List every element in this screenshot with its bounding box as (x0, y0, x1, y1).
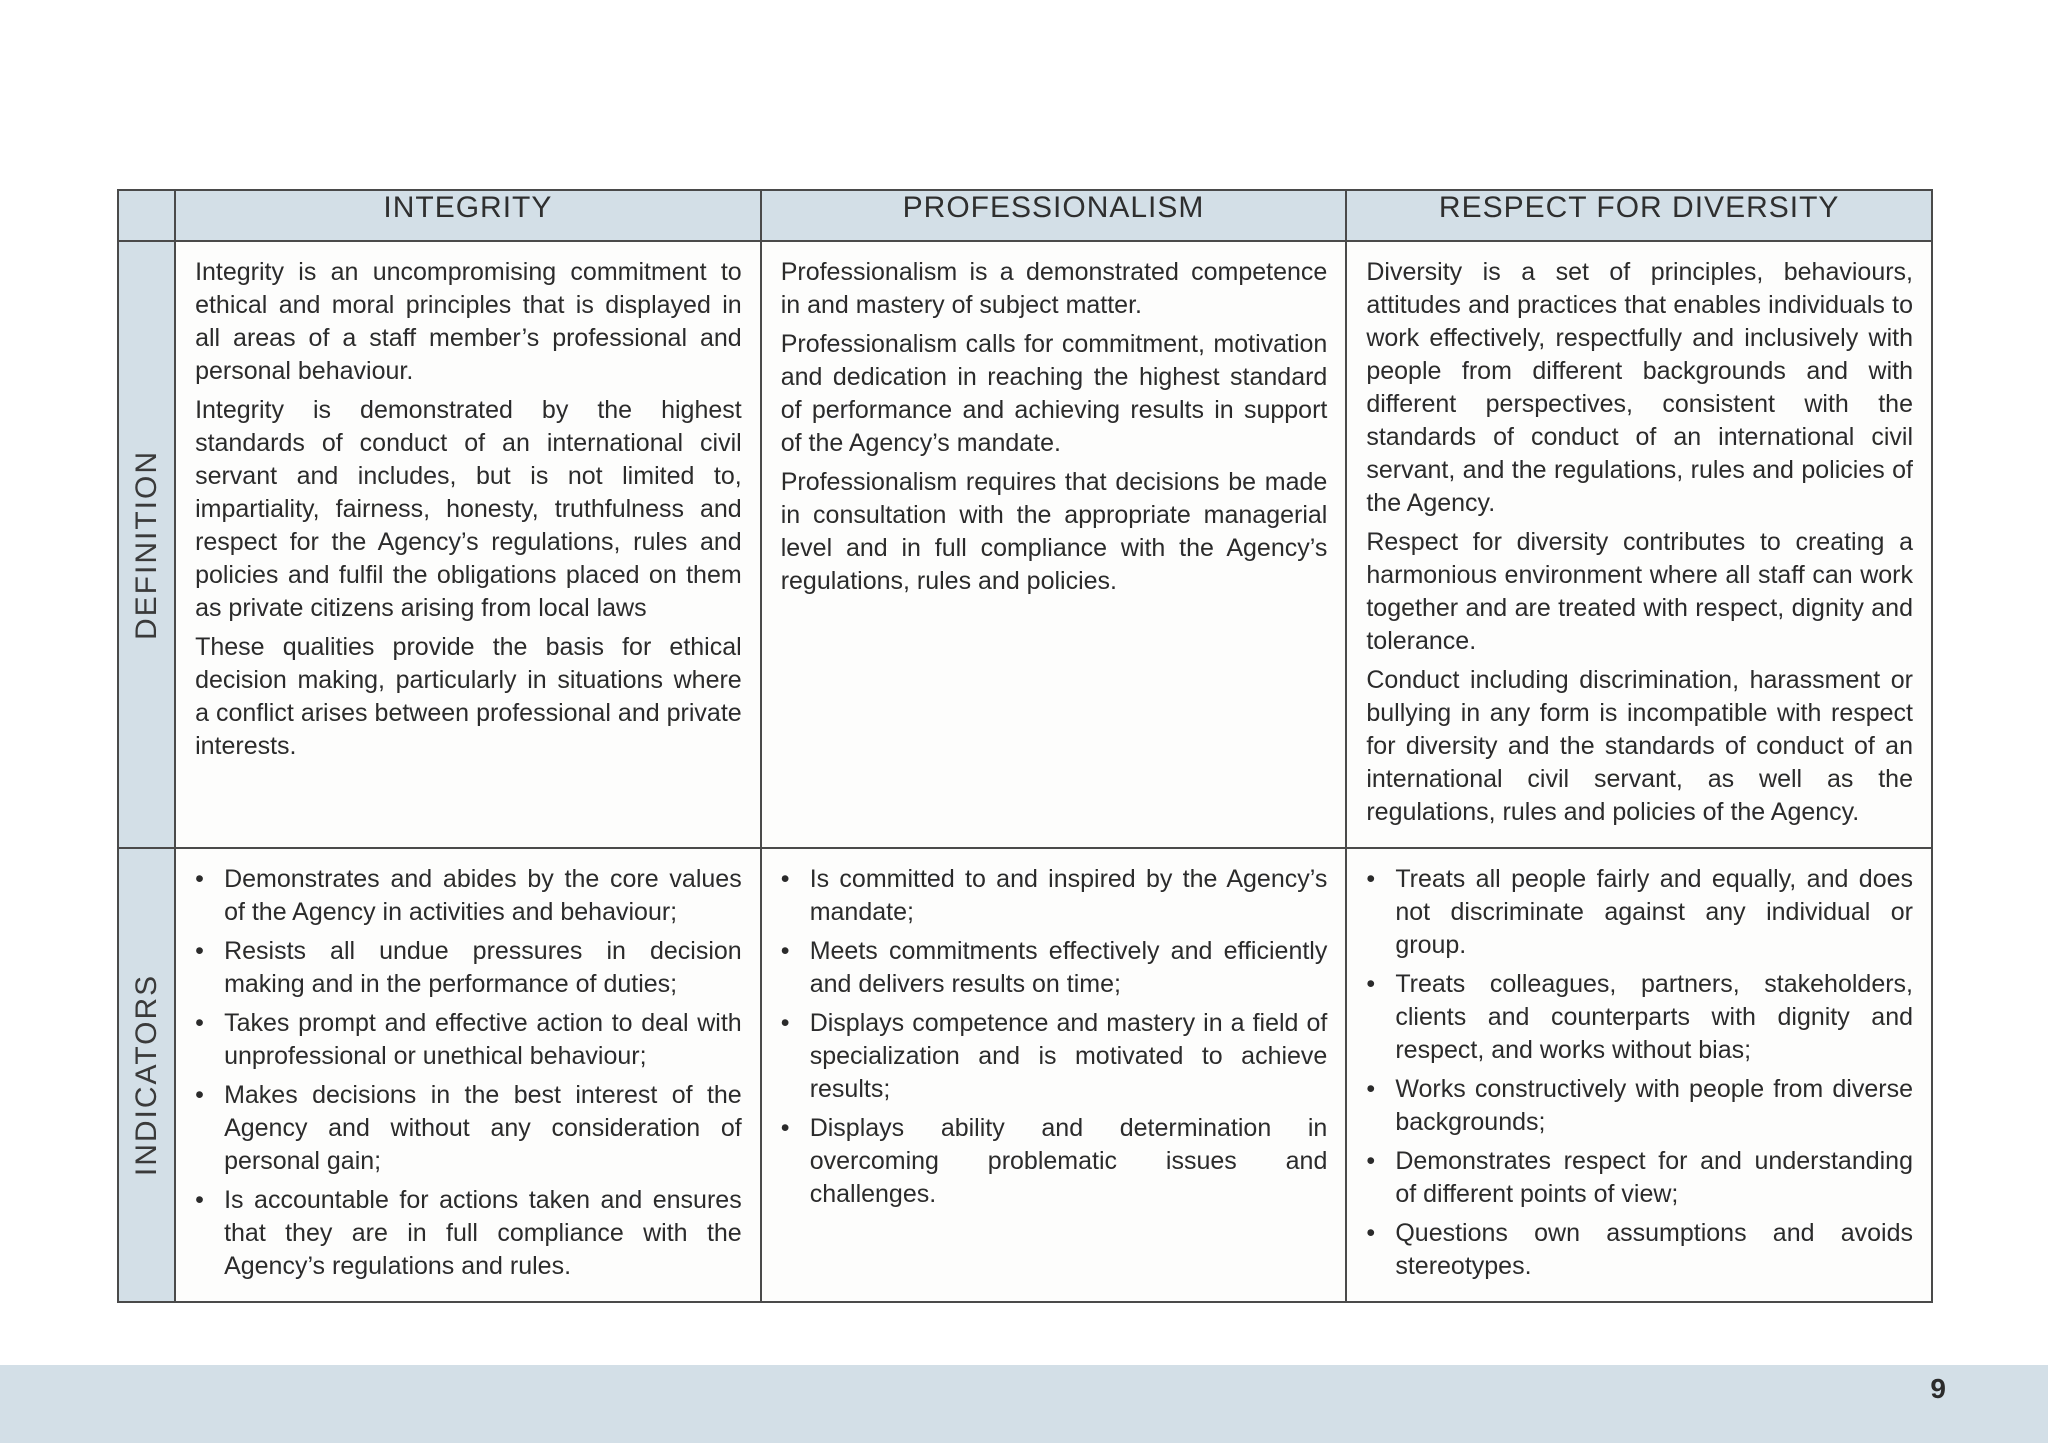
list-item-text: Makes decisions in the best interest of the Agency and without any consideration of personal gain; (224, 1081, 742, 1175)
list-item (1366, 968, 1913, 1067)
list-item (781, 863, 1328, 929)
bullet-icon: • (1366, 1219, 1376, 1247)
list-item-text: Treats all people fairly and equally, and does not discriminate against any individual or group. (1395, 865, 1913, 959)
list-item (195, 1079, 742, 1178)
list-item (1366, 1145, 1913, 1211)
indicators-diversity-list (1366, 863, 1913, 1283)
definition-row (118, 241, 1932, 848)
bullet-icon: • (195, 865, 204, 893)
list-item (195, 1007, 742, 1073)
list-item-text: Demonstrates respect for and understanding of different points of view; (1395, 1147, 1913, 1208)
indicators-diversity-cell (1346, 848, 1932, 1302)
bullet-icon: • (195, 1186, 204, 1214)
header-corner (118, 190, 175, 241)
header-row (118, 190, 1932, 241)
bullet-icon: • (1366, 865, 1376, 893)
bullet-icon: • (780, 1009, 790, 1037)
list-item-text: Meets commitments effectively and efficiently and delivers results on time; (809, 937, 1328, 998)
list-item-text: Treats colleagues, partners, stakeholders, clients and counterparts with dignity and respect, and works without bias; (1395, 970, 1913, 1064)
list-item-text: Takes prompt and effective action to deal with unprofessional or unethical behaviour; (224, 1009, 742, 1070)
definition-integrity-paragraph: These qualities provide the basis for ethical decision making, particularly in situations where a conflict arises between professional and private interests. (195, 633, 742, 760)
list-item-text: Is committed to and inspired by the Agency’s mandate; (809, 865, 1328, 926)
definition-integrity-paragraph: Integrity is demonstrated by the highest standards of conduct of an international civil servant and includes, but is not limited to, impartiality, fairness, honesty, truthfulness and respect for the Agency’s regulations, rules and policies and fulfil the obligations placed on them as private citizens arising from local laws (195, 396, 742, 622)
competency-table (117, 189, 1933, 1303)
definition-row-label-cell (118, 241, 175, 848)
page-number: 9 (1930, 1373, 1946, 1404)
indicators-row-label-cell (118, 848, 175, 1302)
list-item (781, 1112, 1328, 1211)
list-item-text: Displays ability and determination in overcoming problematic issues and challenges. (809, 1114, 1328, 1208)
indicators-row (118, 848, 1932, 1302)
list-item (195, 935, 742, 1001)
definition-diversity-cell (1346, 241, 1932, 848)
indicators-integrity-cell (175, 848, 761, 1302)
header-respect-for-diversity: RESPECT FOR DIVERSITY (1346, 190, 1932, 241)
list-item (1366, 1217, 1913, 1283)
footer-band (0, 1365, 2048, 1443)
header-professionalism: PROFESSIONALISM (761, 190, 1347, 241)
indicators-professionalism-cell (761, 848, 1347, 1302)
list-item (195, 863, 742, 929)
bullet-icon: • (780, 1114, 790, 1142)
definition-row-label: DEFINITION (129, 449, 163, 640)
bullet-icon: • (1366, 970, 1376, 998)
definition-diversity-paragraph: Diversity is a set of principles, behaviours, attitudes and practices that enables individuals to work effectively, respectfully and inclusively with people from different backgrounds and with different perspectives, consistent with the standards of conduct of an international civil servant, and the regulations, rules and policies of the Agency. (1366, 258, 1913, 517)
bullet-icon: • (195, 1081, 204, 1109)
bullet-icon: • (1366, 1075, 1376, 1103)
bullet-icon: • (195, 1009, 204, 1037)
competency-table-wrapper (117, 189, 1933, 1303)
bullet-icon: • (195, 937, 204, 965)
definition-diversity-paragraph: Conduct including discrimination, harassment or bullying in any form is incompatible with respect for diversity and the standards of conduct of an international civil servant, as well as the regulations, rules and policies of the Agency. (1366, 666, 1913, 826)
list-item (1366, 1073, 1913, 1139)
definition-professionalism-paragraph: Professionalism requires that decisions be made in consultation with the appropriate managerial level and in full compliance with the Agency’s regulations, rules and policies. (780, 468, 1328, 595)
definition-professionalism-paragraph: Professionalism is a demonstrated competence in and mastery of subject matter. (780, 258, 1328, 319)
list-item (781, 935, 1328, 1001)
list-item-text: Demonstrates and abides by the core values of the Agency in activities and behaviour; (224, 865, 742, 926)
list-item-text: Works constructively with people from diverse backgrounds; (1395, 1075, 1913, 1136)
header-integrity: INTEGRITY (175, 190, 761, 241)
list-item (195, 1184, 742, 1283)
bullet-icon: • (780, 937, 790, 965)
definition-professionalism-paragraph: Professionalism calls for commitment, motivation and dedication in reaching the highest standard of performance and achieving results in support of the Agency’s mandate. (780, 330, 1328, 457)
definition-professionalism-cell (761, 241, 1347, 848)
bullet-icon: • (1366, 1147, 1376, 1175)
definition-integrity-cell (175, 241, 761, 848)
definition-integrity-paragraph: Integrity is an uncompromising commitment to ethical and moral principles that is displayed in all areas of a staff member’s professional and personal behaviour. (195, 258, 742, 385)
bullet-icon: • (780, 865, 790, 893)
list-item-text: Displays competence and mastery in a field of specialization and is motivated to achieve results; (809, 1009, 1328, 1103)
indicators-integrity-list (195, 863, 742, 1283)
list-item-text: Is accountable for actions taken and ensures that they are in full compliance with the Agency’s regulations and rules. (224, 1186, 742, 1280)
definition-diversity-paragraph: Respect for diversity contributes to creating a harmonious environment where all staff can work together and are treated with respect, dignity and tolerance. (1366, 528, 1913, 655)
list-item (1366, 863, 1913, 962)
list-item-text: Questions own assumptions and avoids stereotypes. (1395, 1219, 1913, 1280)
list-item (781, 1007, 1328, 1106)
indicators-professionalism-list (781, 863, 1328, 1211)
list-item-text: Resists all undue pressures in decision making and in the performance of duties; (224, 937, 742, 998)
indicators-row-label: INDICATORS (129, 973, 163, 1177)
